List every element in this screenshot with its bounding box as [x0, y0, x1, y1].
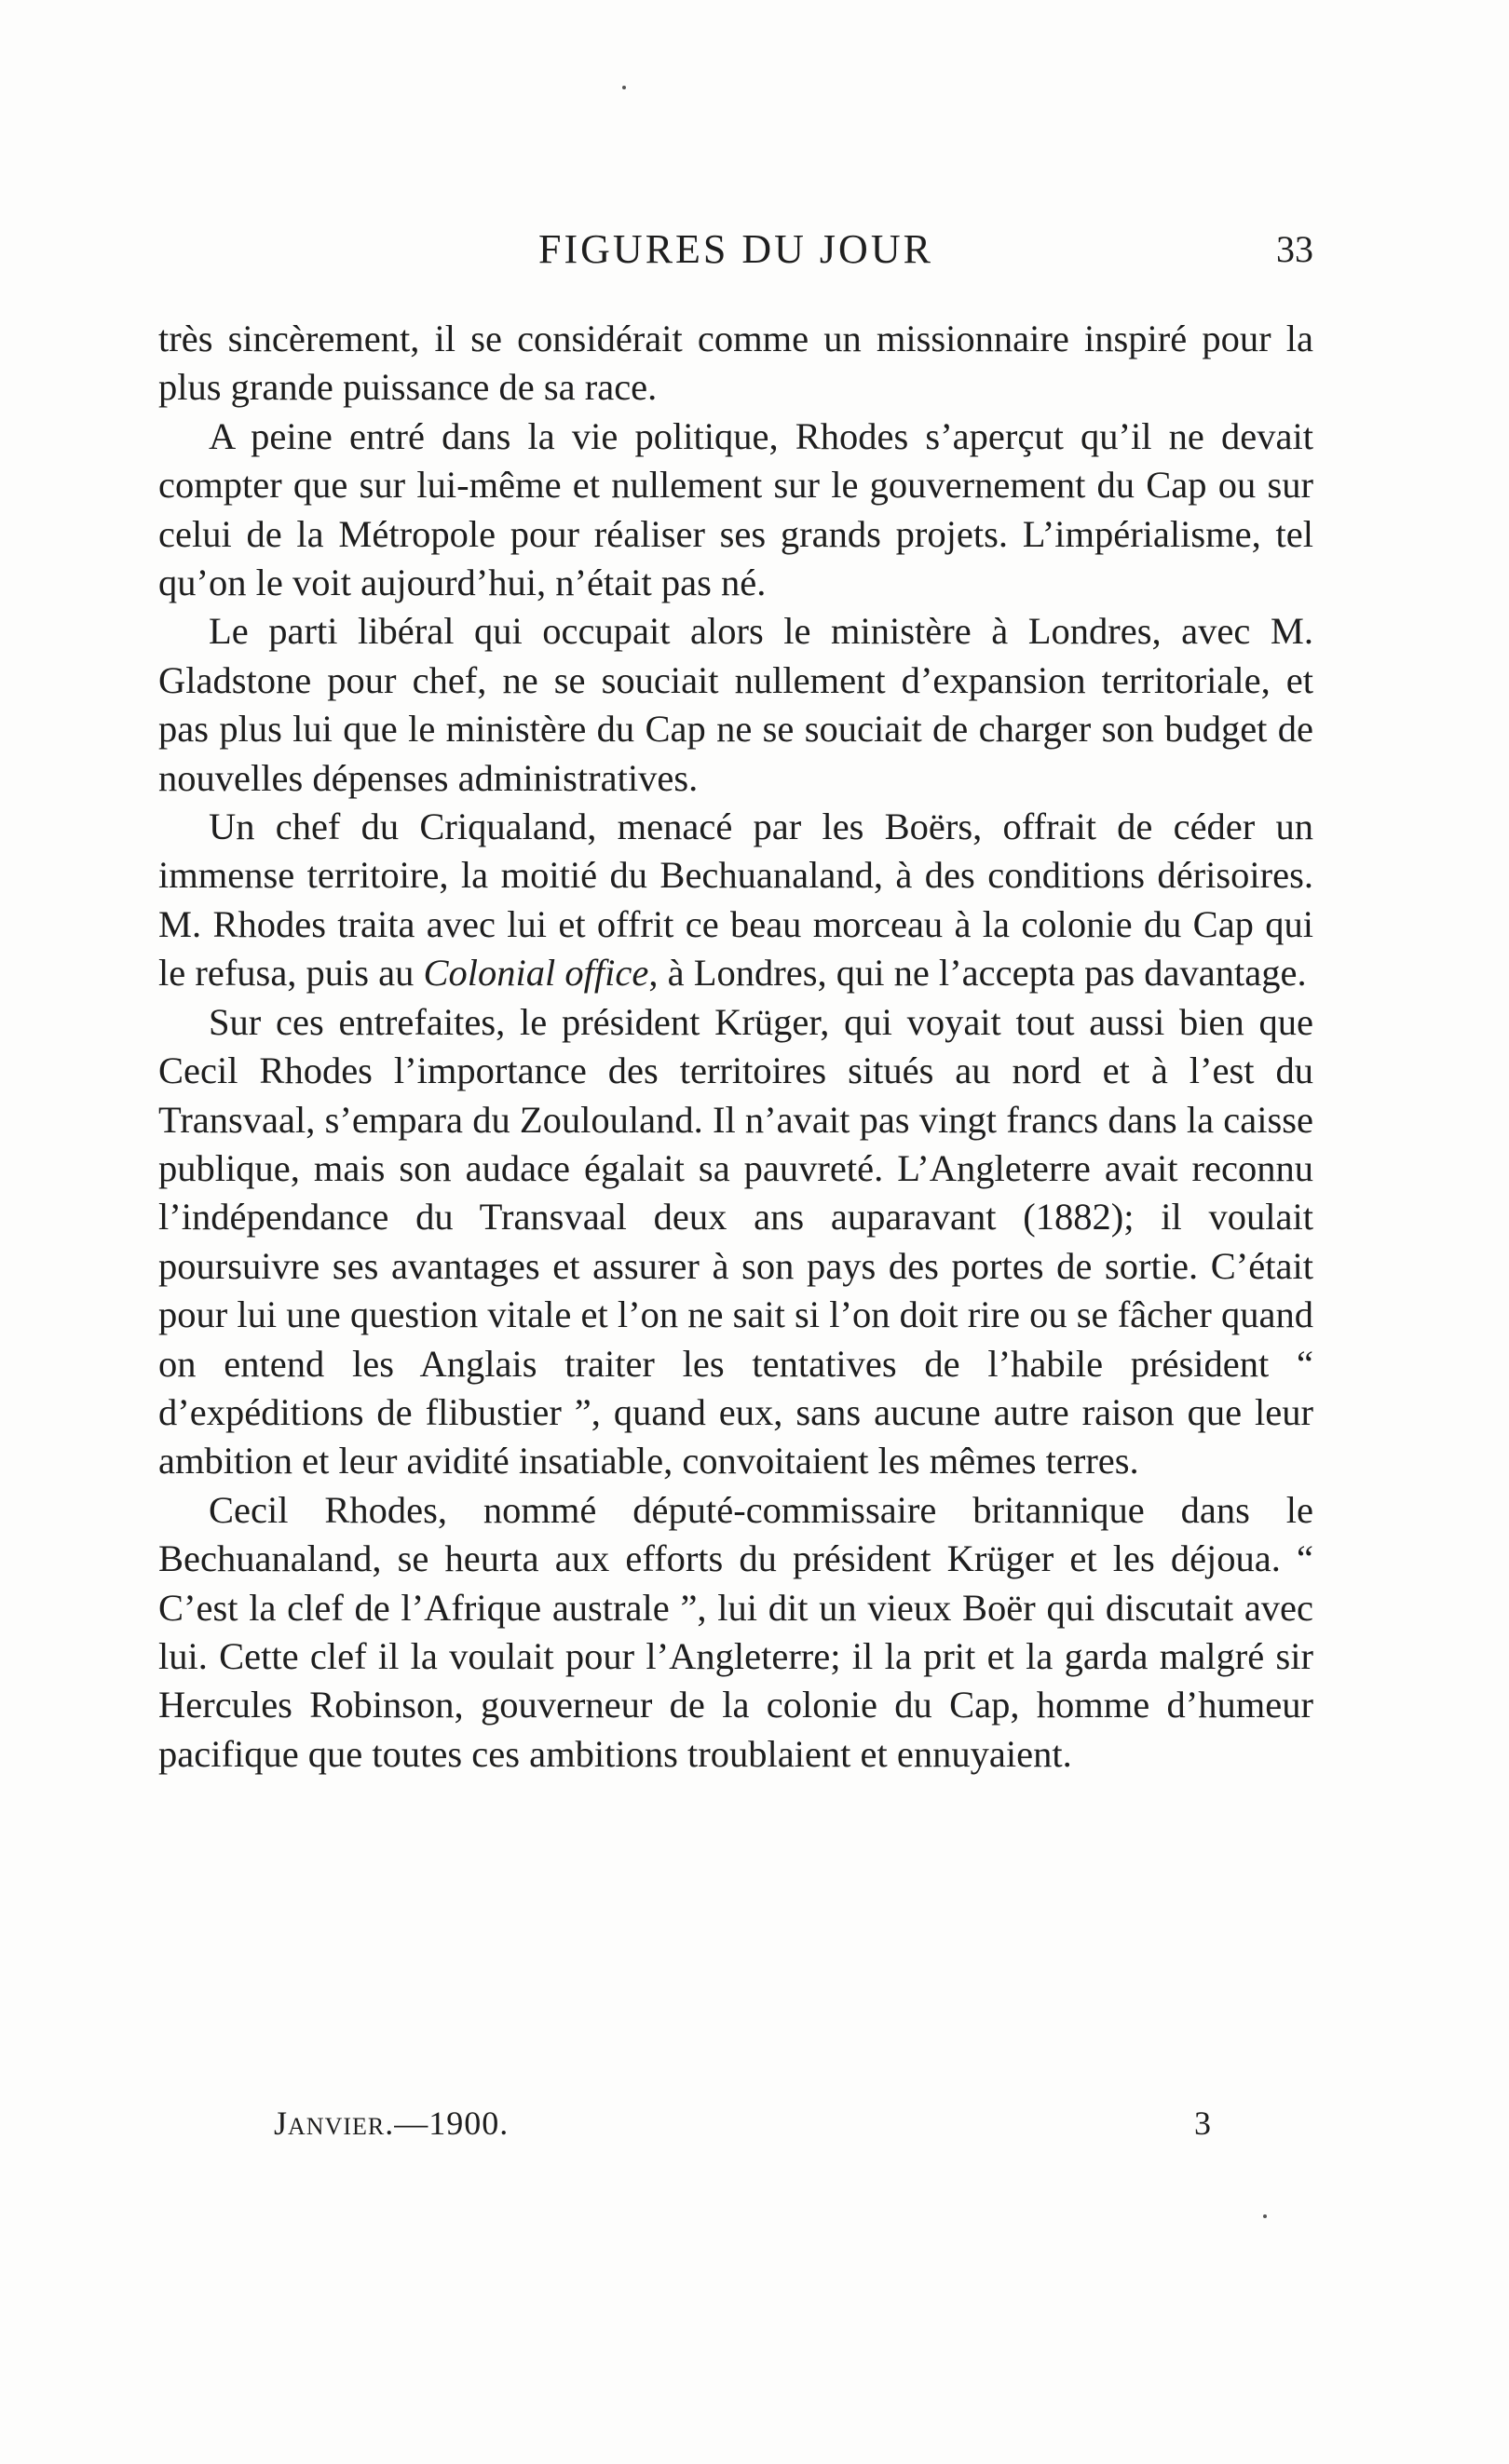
page-footer [158, 2100, 1313, 2146]
signature-date: .—1900. [385, 2105, 510, 2142]
paragraph-liberal-party: Le parti libéral qui occupait alors le ministère à Londres, avec M. Gladstone pour chef, ne se souciait nullement d’expansion territoriale, et pas plus lui que le ministère du Cap ne se souciait de charger son budget de nouvelles dépenses administratives. [158, 610, 1313, 799]
page-number: 33 [1276, 228, 1313, 270]
paragraph-continuation: très sincèrement, il se considérait comme un missionnaire inspiré pour la plus grande puissance de sa race. [158, 318, 1313, 409]
signature-month: ANVIER [288, 2113, 386, 2140]
print-speck [622, 86, 626, 89]
paragraph-politics: A peine entré dans la vie politique, Rhodes s’aperçut qu’il ne devait compter que sur lui-même et nullement sur le gouvernement du Cap ou sur celui de la Métropole pour réaliser ses grands projets. L’impérialisme, tel qu’on le voit aujourd’hui, n’était pas né. [158, 414, 1313, 604]
body-text [158, 315, 1313, 1779]
signature-initial: J [274, 2105, 289, 2142]
signature-line [274, 2100, 509, 2150]
running-title: FIGURES DU JOUR [538, 226, 933, 272]
paragraph-criqualand-text: Un chef du Criqualand, menacé par les Boërs, offrait de céder un immense territoire, la moitié du Bechuanaland, à des conditions dérisoires. M. Rhodes traita avec lui et offrit ce beau morceau à la colonie du Cap qui le refusa, puis au [158, 806, 1313, 995]
colonial-office-italic: Colonial office [423, 952, 649, 995]
paragraph-bechuanaland: Cecil Rhodes, nommé député-commissaire britannique dans le Bechuanaland, se heurta aux efforts du président Krüger et les déjoua. “ C’est la clef de l’Afrique australe ”, lui dit un vieux Boër qui discutait avec lui. Cette clef il la voulait pour l’Angleterre; il la prit et la garda malgré sir Hercules Robinson, gouverneur de la colonie du Cap, homme d’humeur pacifique que toutes ces ambitions troublaient et ennuyaient. [158, 1488, 1313, 1775]
paragraph-criqualand-end: , à Londres, qui ne l’accepta pas davantage. [648, 952, 1307, 995]
page-header [158, 222, 1313, 278]
paragraph-kruger: Sur ces entrefaites, le président Krüger, qui voyait tout aussi bien que Cecil Rhodes l’importance des territoires situés au nord et à l’est du Transvaal, s’empara du Zoulouland. Il n’avait pas vingt francs dans la caisse publique, mais son audace égalait sa pauvreté. L’Angleterre avait reconnu l’indépendance du Transvaal deux ans auparavant (1882); il voulait poursuivre ses avantages et assurer à son pays des portes de sortie. C’était pour lui une question vitale et l’on ne sait si l’on doit rire ou se fâcher quand on entend les Anglais traiter les tentatives de l’habile président “ d’expéditions de flibustier ”, quand eux, sans aucune autre raison que leur ambition et leur avidité insatiable, convoitaient les mêmes terres. [158, 1000, 1313, 1482]
print-speck [1263, 2214, 1267, 2218]
signature-number: 3 [1194, 2105, 1211, 2142]
paragraph-criqualand [158, 803, 1313, 998]
